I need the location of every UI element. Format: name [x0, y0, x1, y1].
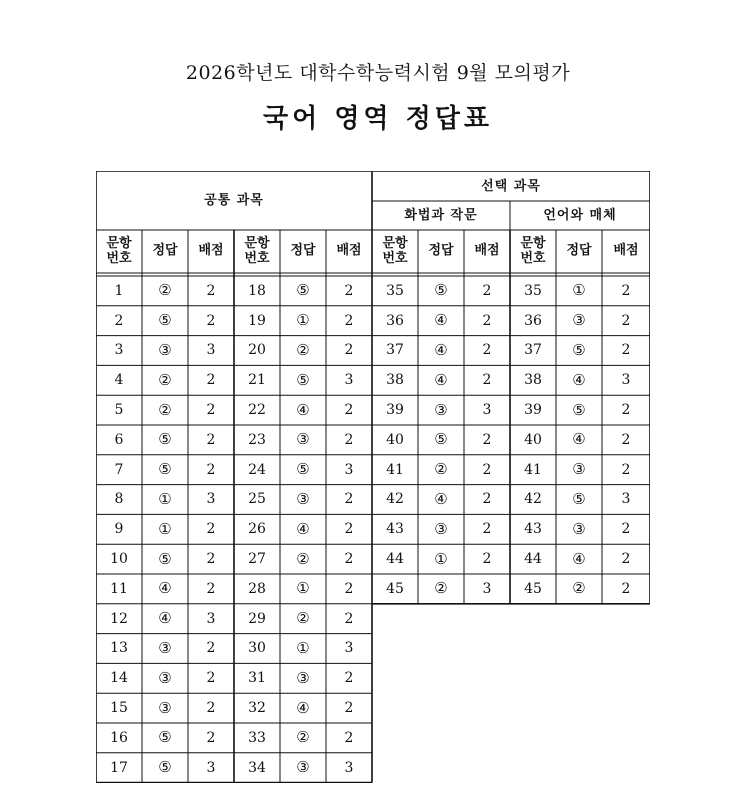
eonmae-score: 2 [621, 521, 631, 538]
common-answer: ③ [158, 340, 172, 359]
common-score: 2 [206, 729, 216, 746]
common-score: 2 [206, 372, 216, 389]
column-header-number [96, 230, 142, 273]
column-header-number-line2: 번호 [520, 250, 546, 266]
common-question-number: 11 [110, 580, 128, 597]
common-score: 2 [206, 402, 216, 419]
common-score: 2 [344, 402, 354, 419]
eonmae-score: 3 [621, 372, 631, 389]
hwajak-question-number: 43 [386, 521, 404, 538]
hwajak-score: 2 [482, 521, 492, 538]
common-score: 3 [344, 640, 354, 657]
hwajak-score: 2 [482, 431, 492, 448]
hwajak-score: 2 [482, 551, 492, 568]
common-question-number: 16 [110, 729, 128, 746]
common-score: 2 [344, 580, 354, 597]
eonmae-question-number: 37 [524, 342, 542, 359]
hwajak-question-number: 38 [386, 372, 404, 389]
common-question-number: 8 [114, 491, 124, 508]
hwajak-question-number: 35 [386, 282, 404, 299]
common-answer: ⑤ [158, 460, 172, 479]
common-score: 3 [344, 372, 354, 389]
common-question-number: 22 [248, 402, 266, 419]
column-header-score: 배점 [336, 243, 362, 259]
eonmae-question-number: 35 [524, 282, 542, 299]
common-question-number: 17 [110, 759, 128, 776]
eonmae-score: 2 [621, 282, 631, 299]
common-score: 2 [206, 551, 216, 568]
common-answer: ⑤ [158, 430, 172, 449]
eonmae-score: 2 [621, 431, 631, 448]
hwajak-answer: ⑤ [434, 430, 448, 449]
common-question-number: 23 [248, 431, 266, 448]
eonmae-score: 2 [621, 402, 631, 419]
column-header-number [234, 230, 280, 273]
hwajak-answer: ② [434, 579, 448, 598]
eonmae-question-number: 45 [524, 580, 542, 597]
common-score: 2 [344, 670, 354, 687]
eonmae-answer: ① [572, 281, 586, 300]
common-answer: ② [158, 281, 172, 300]
eonmae-question-number: 41 [524, 461, 542, 478]
common-question-number: 33 [248, 729, 266, 746]
hwajak-score: 2 [482, 342, 492, 359]
eonmae-answer: ④ [572, 430, 586, 449]
common-question-number: 20 [248, 342, 266, 359]
eonmae-answer: ③ [572, 311, 586, 330]
eonmae-answer: ② [572, 579, 586, 598]
hwajak-score: 2 [482, 282, 492, 299]
hwajak-score: 2 [482, 491, 492, 508]
column-header-score: 배점 [474, 243, 500, 259]
common-answer: ③ [158, 638, 172, 657]
common-answer: ① [158, 489, 172, 508]
common-answer: ① [296, 579, 310, 598]
common-score: 2 [344, 610, 354, 627]
hwajak-question-number: 41 [386, 461, 404, 478]
common-answer: ③ [158, 698, 172, 717]
hwajak-score: 2 [482, 312, 492, 329]
hwajak-score: 3 [482, 402, 492, 419]
common-score: 2 [206, 521, 216, 538]
common-question-number: 26 [248, 521, 266, 538]
hwajak-answer: ⑤ [434, 281, 448, 300]
common-question-number: 5 [114, 402, 124, 419]
hwajak-answer: ① [434, 549, 448, 568]
column-header-score: 배점 [198, 243, 224, 259]
common-answer: ② [296, 340, 310, 359]
common-question-number: 1 [114, 282, 124, 299]
column-header-number [372, 230, 418, 273]
common-question-number: 3 [114, 342, 124, 359]
common-question-number: 2 [114, 312, 124, 329]
hwajak-header: 화법과 작문 [404, 208, 478, 223]
common-answer: ⑤ [158, 549, 172, 568]
eonmae-answer: ③ [572, 519, 586, 538]
common-score: 2 [344, 521, 354, 538]
common-question-number: 18 [248, 282, 266, 299]
common-score: 2 [344, 312, 354, 329]
common-answer: ① [296, 311, 310, 330]
common-question-number: 4 [114, 372, 124, 389]
common-score: 2 [206, 461, 216, 478]
common-score: 3 [206, 759, 216, 776]
common-score: 2 [344, 491, 354, 508]
common-question-number: 24 [248, 461, 266, 478]
common-question-number: 30 [248, 640, 266, 657]
common-score: 2 [344, 729, 354, 746]
common-score: 2 [206, 282, 216, 299]
eonmae-answer: ④ [572, 370, 586, 389]
common-answer: ③ [296, 758, 310, 777]
eonmae-question-number: 42 [524, 491, 542, 508]
common-question-number: 25 [248, 491, 266, 508]
column-header-answer: 정답 [566, 243, 592, 259]
eonmae-answer: ⑤ [572, 400, 586, 419]
eonmae-question-number: 39 [524, 402, 542, 419]
hwajak-question-number: 39 [386, 402, 404, 419]
eonmae-answer: ③ [572, 460, 586, 479]
hwajak-question-number: 37 [386, 342, 404, 359]
common-answer: ④ [296, 519, 310, 538]
hwajak-answer: ② [434, 460, 448, 479]
common-answer: ③ [158, 668, 172, 687]
common-question-number: 14 [110, 670, 128, 687]
common-question-number: 9 [114, 521, 124, 538]
eonmae-question-number: 36 [524, 312, 542, 329]
common-score: 2 [344, 431, 354, 448]
common-answer: ③ [296, 430, 310, 449]
column-header-number [510, 230, 556, 273]
common-score: 2 [206, 700, 216, 717]
common-score: 3 [206, 610, 216, 627]
eonmae-score: 3 [621, 491, 631, 508]
common-question-number: 27 [248, 551, 266, 568]
common-answer: ② [158, 370, 172, 389]
hwajak-answer: ④ [434, 489, 448, 508]
common-answer: ⑤ [296, 281, 310, 300]
eonmae-score: 2 [621, 312, 631, 329]
common-score: 2 [206, 640, 216, 657]
common-score: 3 [206, 342, 216, 359]
eonmae-answer: ⑤ [572, 340, 586, 359]
eonmae-score: 2 [621, 461, 631, 478]
common-answer: ② [158, 400, 172, 419]
common-subject-header: 공통 과목 [204, 193, 264, 208]
eonmae-question-number: 40 [524, 431, 542, 448]
hwajak-question-number: 40 [386, 431, 404, 448]
common-answer: ⑤ [296, 370, 310, 389]
common-question-number: 32 [248, 700, 266, 717]
common-score: 2 [206, 312, 216, 329]
common-question-number: 31 [248, 670, 266, 687]
common-answer: ① [296, 638, 310, 657]
common-answer: ② [296, 549, 310, 568]
hwajak-answer: ④ [434, 340, 448, 359]
common-answer: ⑤ [296, 460, 310, 479]
eonmae-question-number: 44 [524, 551, 542, 568]
common-question-number: 21 [248, 372, 266, 389]
common-answer: ③ [296, 489, 310, 508]
hwajak-answer: ④ [434, 311, 448, 330]
common-question-number: 28 [248, 580, 266, 597]
common-score: 2 [206, 431, 216, 448]
common-answer: ③ [296, 668, 310, 687]
answer-table [96, 171, 650, 783]
common-score: 2 [344, 342, 354, 359]
eonmae-score: 2 [621, 580, 631, 597]
hwajak-score: 2 [482, 372, 492, 389]
common-score: 2 [344, 282, 354, 299]
common-question-number: 15 [110, 700, 128, 717]
common-answer: ⑤ [158, 728, 172, 747]
common-question-number: 6 [114, 431, 124, 448]
common-score: 2 [206, 670, 216, 687]
common-question-number: 34 [248, 759, 266, 776]
exam-title: 2026학년도 대학수학능력시험 9월 모의평가 [185, 62, 571, 84]
common-answer: ① [158, 519, 172, 538]
eonmae-answer: ⑤ [572, 489, 586, 508]
hwajak-answer: ③ [434, 519, 448, 538]
common-question-number: 29 [248, 610, 266, 627]
column-header-number-line1: 문항 [520, 235, 546, 251]
column-header-number-line1: 문항 [244, 235, 270, 251]
eonmae-question-number: 43 [524, 521, 542, 538]
eonmae-question-number: 38 [524, 372, 542, 389]
column-header-answer: 정답 [152, 243, 178, 259]
hwajak-question-number: 36 [386, 312, 404, 329]
common-question-number: 10 [110, 551, 128, 568]
hwajak-question-number: 44 [386, 551, 404, 568]
hwajak-question-number: 45 [386, 580, 404, 597]
column-header-number-line1: 문항 [106, 235, 132, 251]
common-question-number: 19 [248, 312, 266, 329]
column-header-number-line2: 번호 [382, 250, 408, 266]
common-answer: ⑤ [158, 311, 172, 330]
eonmae-score: 2 [621, 342, 631, 359]
common-answer: ④ [296, 698, 310, 717]
hwajak-score: 3 [482, 580, 492, 597]
common-question-number: 12 [110, 610, 128, 627]
common-answer: ② [296, 609, 310, 628]
hwajak-answer: ④ [434, 370, 448, 389]
hwajak-answer: ③ [434, 400, 448, 419]
answer-key-title: 국어 영역 정답표 [263, 104, 493, 134]
column-header-answer: 정답 [290, 243, 316, 259]
column-header-number-line2: 번호 [244, 250, 270, 266]
common-score: 2 [206, 580, 216, 597]
elective-subject-header: 선택 과목 [481, 178, 541, 194]
eonmae-answer: ④ [572, 549, 586, 568]
common-score: 2 [344, 700, 354, 717]
column-header-number-line1: 문항 [382, 235, 408, 251]
column-header-number-line2: 번호 [106, 250, 132, 266]
common-answer: ④ [158, 609, 172, 628]
column-header-score: 배점 [613, 243, 639, 259]
common-answer: ⑤ [158, 758, 172, 777]
common-question-number: 7 [114, 461, 124, 478]
common-score: 3 [344, 461, 354, 478]
common-answer: ④ [296, 400, 310, 419]
common-answer: ② [296, 728, 310, 747]
column-header-answer: 정답 [428, 243, 454, 259]
hwajak-score: 2 [482, 461, 492, 478]
hwajak-question-number: 42 [386, 491, 404, 508]
common-answer: ④ [158, 579, 172, 598]
common-score: 3 [344, 759, 354, 776]
eonmae-score: 2 [621, 551, 631, 568]
eonmae-header: 언어와 매체 [543, 208, 617, 223]
common-question-number: 13 [110, 640, 128, 657]
common-score: 3 [206, 491, 216, 508]
common-score: 2 [344, 551, 354, 568]
